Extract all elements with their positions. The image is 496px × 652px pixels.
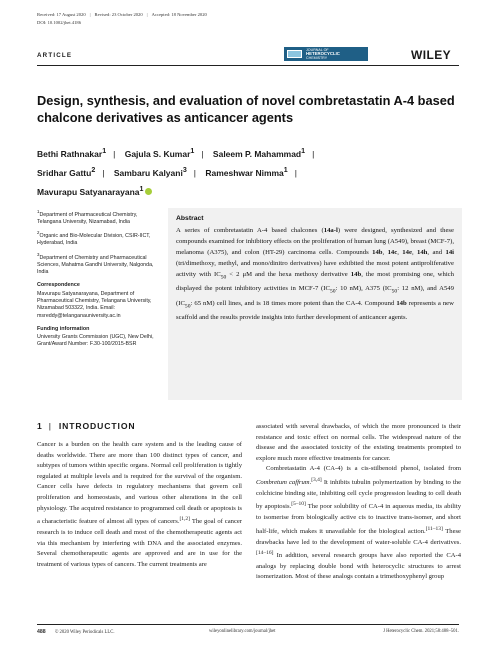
journal-url[interactable]: wileyonlinelibrary.com/journal/jhet bbox=[209, 629, 276, 634]
journal-cover-thumbnail bbox=[287, 50, 302, 58]
author-name[interactable]: Bethi Rathnakar$^1$ bbox=[37, 147, 107, 159]
author-name[interactable]: Gajula S. Kumar$^1$ bbox=[124, 147, 195, 159]
journal-logo-sub: CHEMISTRY bbox=[306, 56, 328, 60]
page-footer bbox=[37, 629, 459, 635]
body-column-left bbox=[37, 440, 242, 570]
journal-logo-name: HETEROCYCLIC bbox=[306, 51, 340, 56]
reference-link[interactable]: [3,4] bbox=[311, 476, 322, 483]
body-paragraph: Cancer is a burden on the health care system and is the leading cause of deaths worldwide. There are more than 100 distinct types of cancer, and subtypes of tumors within specific organs. Normal cell proliferation is tightly regulated at multiple levels and is required for the survival of the organism. Cancer cells have defects in regulatory mechanisms that govern cell proliferation and homeostasis, and various other alterations in the cell physiology. The acquired resistance to programmed cell death or apoptosis is a characteristic feature of almost all types of cancers.[1,2] The goal of cancer research is to induce cell death and most of the chemotherapeutic agents act via this mechanism by interfering with DNA and the associated enzymes. Several chemotherapeutic agents are approved and are in use for the treatment of various types of cancers. The current treatments are bbox=[37, 441, 242, 568]
reference-link[interactable]: [14–16] bbox=[256, 550, 274, 557]
journal-logo[interactable] bbox=[284, 47, 368, 61]
body-paragraph: associated with several drawbacks, of which the more pronounced is their resistance and toxic effect on normal cells. The widespread nature of the disease and the associated toxicity of the existing treatments prompted to explore much more effective treatments for cancer. bbox=[256, 423, 461, 462]
author-name[interactable]: Sambaru Kalyani$^3$ bbox=[113, 166, 187, 179]
journal-logo-top: JOURNAL OF bbox=[306, 48, 329, 52]
abstract-box bbox=[168, 208, 462, 400]
author-name[interactable]: Sridhar Gattu$^2$ bbox=[37, 166, 96, 179]
date-separator: | bbox=[146, 12, 148, 17]
funding-text: University Grants Commission (UGC), New Delhi, Grant/Award Number: F.30-100/2015-BSR bbox=[37, 334, 154, 348]
section-title: INTRODUCTION bbox=[58, 421, 136, 431]
affiliation-3: $^3$Department of Chemistry and Pharmaceutical Sciences, Mahatma Gandhi University, Nalgonda, India bbox=[37, 251, 154, 276]
body-column-right bbox=[256, 422, 461, 583]
footer-rule bbox=[37, 624, 459, 625]
doi-line[interactable]: DOI: 10.1002/jhet.4186 bbox=[37, 20, 82, 25]
author-name[interactable]: Saleem P. Mahammad$^1$ bbox=[212, 147, 306, 159]
affiliation-1: $^1$Department of Pharmaceutical Chemistry, Telangana University, Nizamabad, India bbox=[37, 209, 138, 226]
author-name[interactable]: Rameshwar Nimma$^1$ bbox=[205, 166, 288, 179]
affiliation-2: $^2$Organic and Bio-Molecular Division, CSIR-IICT, Hyderabad, India bbox=[37, 230, 151, 247]
author-name[interactable]: Mavurapu Satyanarayana$^1$ bbox=[37, 185, 144, 198]
body-paragraph: Combretastatin A-4 (CA-4) is a cis-stilbenoid phenol, isolated from Combretum caffrum.[3,4] It inhibits tubulin polymerization by binding to the colchicine binding site, inhibiting cell cycle progression leading to cell death by apoptosis.[5–10] The poor solubility of CA-4 in aqueous media, its ability to isomerise from biologically active cis to inactive trans-isomer, and short half-life, which makes it unavailable for the biological action.[11–13] These drawbacks have led to the development of water-soluble CA-4 derivatives.[14–16] In addition, several research groups have also reported the CA-4 analogs by replacing double bond with heterocyclic structures to arrest isomerization. Most of these analogs contain a trimethoxyphenyl group bbox=[256, 465, 461, 581]
journal-citation: J Heterocyclic Chem. 2021;58:488–501. bbox=[383, 629, 459, 634]
abstract-text: A series of combretastatin A-4 based chalcones (14a-l) were designed, synthesized and these compounds examined for inhibitory effects on the proliferation of human lung (A549), breast (MCF-7), melanoma (A375), and colon (HT-29) carcinoma cells. Compounds 14b, 14c, 14e, 14h, and 14i (tri/dimethoxy, methyl, and mono/dinitro derivatives) have exhibited the most potent antiproliferative activity with $IC_{50} < 2$ μM and the hexa methoxy derivative 14b, the most promising one, which displayed the potent inhibitory activities in MCF-7 ($IC_{50}$: 10 nM), A375 ($IC_{50}$: 12 nM), and A549 ($IC_{50}$: 65 nM) cell lines, and is 18 times more potent than the CA-4. Compound 14b represents a new scaffold and the results provide insights into further development of anticancer agents. bbox=[176, 227, 455, 321]
reference-link[interactable]: [1,2] bbox=[179, 516, 191, 523]
copyright-notice: © 2020 Wiley Periodicals LLC. bbox=[54, 630, 115, 635]
revised-date: Revised: 23 October 2020 bbox=[94, 12, 143, 17]
submission-dates bbox=[37, 12, 207, 17]
reference-link[interactable]: [11–13] bbox=[425, 525, 443, 532]
accepted-date: Accepted: 18 November 2020 bbox=[151, 12, 207, 17]
funding-heading: Funding information bbox=[37, 325, 90, 332]
orcid-icon[interactable] bbox=[145, 188, 152, 195]
affiliations-column bbox=[37, 208, 157, 352]
page-number: 488 bbox=[37, 629, 46, 635]
abstract-heading: Abstract bbox=[176, 215, 204, 222]
received-date: Received: 17 August 2020 bbox=[37, 12, 86, 17]
article-type-label: ARTICLE bbox=[37, 52, 73, 59]
reference-link[interactable]: [5–10] bbox=[291, 501, 306, 508]
article-title: Design, synthesis, and evaluation of novel combretastatin A-4 based chalcone derivatives as anticancer agents bbox=[37, 93, 455, 125]
publisher-logo[interactable]: WILEY bbox=[411, 48, 451, 62]
section-heading-introduction bbox=[37, 421, 136, 431]
section-number: 1 bbox=[37, 421, 43, 431]
author-list: Bethi Rathnakar$^1$ | Gajula S. Kumar$^1$ | Saleem P. Mahammad$^1$ | Sridhar Gattu$^2$ | Sambaru Kalyani$^3$ | Rameshwar Nimma$^1$ | Mavurapu Satyanarayana$^1$ bbox=[37, 147, 315, 198]
correspondence-text: Mavurapu Satyanarayana, Department of Pharmaceutical Chemistry, Telangana University, Nizamabad 503322, India. Email: msreddy@telanganauniversity.ac.in bbox=[37, 290, 152, 319]
date-separator: | bbox=[89, 12, 91, 17]
header-rule bbox=[37, 65, 459, 66]
correspondence-heading: Correspondence bbox=[37, 282, 80, 289]
section-separator: | bbox=[48, 421, 52, 431]
